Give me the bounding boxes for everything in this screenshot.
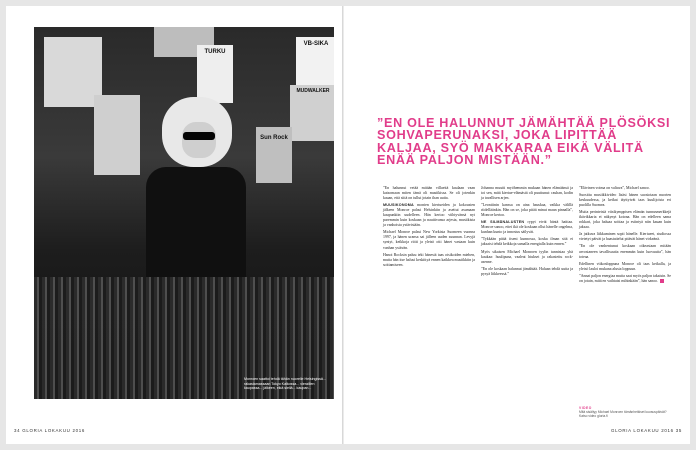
video-text: Mitä sisältyy Michael Monroen tämänhetkiset kuvauspäivät? Katso video gloria.fi: [579, 410, 667, 419]
paragraph: Hanoi Rocksin paluu teki hänestä taas otsikoiden miehen, mutta hän itse halusi keskittyä ennen kaikkea musiikkiin ja soittamiseen.: [383, 252, 475, 267]
paragraph: [481, 220, 573, 235]
end-mark-icon: [660, 279, 664, 283]
paragraph: Muita perinteisiä viisikymppisen elämän tunnusmerkkejä ikävikkaria ei näkynyt kotona. Hän on edelleen sama rokkari, joka haluaa soittaa ja esiintyä niin kauan kuin jaksaa.: [579, 210, 671, 230]
paragraph: ”Leontiinin kanssa on aina hauskaa, vaikka välillä riidelläänkin. Hän on se, joka pitää minut maan pinnalla”, Monroe kertoo.: [481, 203, 573, 218]
paragraph-text: ”Annat paljon energiaa mutta saat myös paljon takaisin. Se on jotain, mitä en vaihtaisi mihinkään”, hän sanoo.: [579, 273, 671, 283]
poster-singer: [94, 95, 140, 175]
subheading: NE SILMÄNALUSTEN: [481, 220, 525, 225]
body-column-2: [481, 186, 573, 279]
paragraph: Ja jatkuva liikkuminen sopii hänelle. Kiertueet, studiossa vietetyt päivät ja haastattelut pitävät hänet virkeänä.: [579, 232, 671, 242]
paragraph: [579, 274, 671, 284]
video-label: VIDEO: [579, 406, 592, 410]
paragraph: ”Tykkään pitää itseni kunnossa, koska ilman sitä ei jaksaisi tehdä keikkoja samalla energialla kuin ennen.”: [481, 237, 573, 247]
poster-text-mudwalker: MUDWALKER: [296, 88, 330, 94]
paragraph: Edellinen viikonloppuna Monroe oli taas keikalla, ja yleisö lauloi mukana alusta loppuun.: [579, 261, 671, 271]
paragraph-text: monien kiertueiden ja kokousten jälkeen Monroe palasi Helsinkiin ja asettui asumaan kaupunkiin uudelleen. Hän kertoo viihtyvänsä nyt paremmin kuin koskaan ja nauttivansa arjesta, musiikista ja vanhoista ystävistään.: [383, 203, 475, 228]
poster-text-vbsika: VB-SIKA: [303, 41, 329, 47]
paragraph: Johanna muutti myöhemmin mukaan hänen elämäänsä ja toi sen, mitä kiertue-elämästä oli puuttunut: rauhan, kodin ja tavallisen arjen.: [481, 186, 573, 201]
sunglasses: [183, 132, 215, 140]
folio-left: 34 GLORIA LOKAKUU 2016: [14, 428, 86, 433]
photo-caption: Monroen saattoi tehdä tähän nuorelle Helsingissä... rakastamassaan Tokyo Kalkossa... vieraillen kaupassa... jälkeen, eikä siellä... kaupan...: [244, 377, 326, 391]
paragraph: ”Elävinen voima on valtava”, Michael sanoo.: [579, 186, 650, 190]
paragraph: Myös sikaisen Michael Monroen tyylin tunnistaa yhä kaukaa: huulipuna, vaaleat hiukset ja rakastettu rock-asenne.: [481, 249, 573, 264]
body-column-3: [579, 186, 671, 286]
video-box: [579, 406, 671, 419]
subheading: MUUSIKONOMA: [383, 203, 414, 208]
paragraph: [383, 203, 475, 228]
paragraph: Suosittu musiikkivideo lisäsi hänen suosiotaan nuorten keskuudessa, ja keikat täyttyivät taas kuulijoista eri puolilla Suomea.: [579, 193, 671, 208]
paragraph: ”En ole vanhentunut koskaan oikeastaan mitään arvostaneen tavallisuutta enemmän kuin luovuutta”, hän toteaa.: [579, 244, 671, 259]
folio-right: GLORIA LOKAKUU 2016 35: [610, 428, 682, 433]
poster-text-sunrock: Sun Rock: [260, 135, 288, 141]
body-column-1: [383, 186, 475, 270]
poster-text-turku: TURKU: [204, 49, 226, 55]
person-face: [182, 122, 216, 158]
paragraph: ”En ole koskaan halunnut jämähtää. Haluan tehdä uutta ja pysyä liikkeessä.”: [481, 266, 573, 276]
pull-quote: ”EN OLE HALUNNUT JÄMÄHTÄÄ PLÖSÖKSI SOHVAPERUNAKSI, JOKA LIPITTÄÄ KALJAA, SYÖ MAKKARAA EIKÄ VÄLITÄ ENÄÄ PALJON MISTÄÄN.”: [377, 116, 671, 168]
feature-photo: [34, 27, 334, 399]
paragraph: Michael Monroe palasi New Yorkista Suomeen vuonna 1997, ja hänen uransa sai jälleen uuden suunnan. Levyjä syntyi, keikkoja riitti ja yleisö otti hänet vastaan kuin vanhan ystävän.: [383, 230, 475, 250]
paragraph: ”En halunnut vetää mitään villaeitä kaulaan vaan katsomaan miten tämä oli musiikissa. Se oli jotenkin kauan, että siitä on tullut jotain ihan uutta.: [383, 186, 475, 201]
paragraph-text: rypyt eivät häntä haittaa. Monroe sanoo, ettei ikä ole koskaan ollut hänelle ongelma, kunhan kunto ja innostus säilyvät.: [481, 220, 573, 235]
